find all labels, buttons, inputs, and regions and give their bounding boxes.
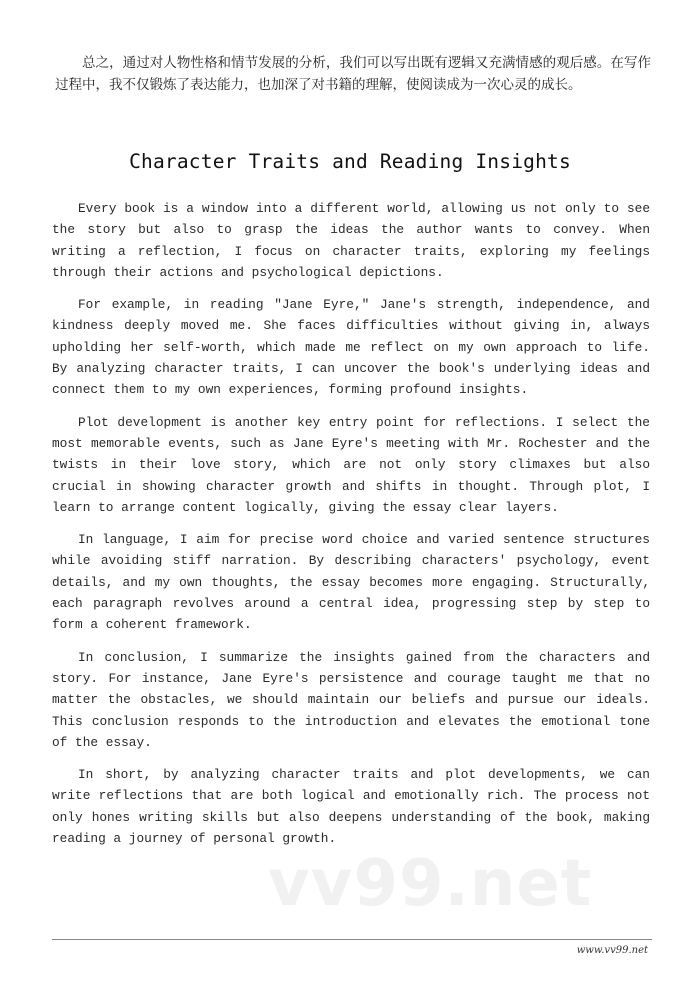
body-paragraph: Every book is a window into a different world, allowing us not only to see the story but also to grasp the ideas the author wants to convey. When writing a reflection, I focus on character traits, exploring my feelings through their actions and psychological depictions. [52, 201, 650, 280]
watermark: vv99.net [268, 847, 593, 921]
article-body [52, 198, 650, 860]
body-paragraph: In language, I aim for precise word choice and varied sentence structures while avoiding stiff narration. By describing characters' psychology, event details, and my own thoughts, the essay becomes more engaging. Structurally, each paragraph revolves around a central idea, progressing step by step to form a coherent framework. [52, 532, 650, 633]
footer-url: www.vv99.net [576, 945, 648, 956]
footer-divider [52, 939, 652, 940]
chinese-intro-paragraph: 总之，通过对人物性格和情节发展的分析，我们可以写出既有逻辑又充满情感的观后感。在写作过程中，我不仅锻炼了表达能力，也加深了对书籍的理解，使阅读成为一次心灵的成长。 [55, 55, 651, 93]
body-paragraph: In short, by analyzing character traits and plot developments, we can write reflections that are both logical and emotionally rich. The process not only hones writing skills but also deepens understanding of the book, making reading a journey of personal growth. [52, 767, 650, 847]
body-paragraph: Plot development is another key entry point for reflections. I select the most memorable events, such as Jane Eyre's meeting with Mr. Rochester and the twists in their love story, which are not only story climaxes but also crucial in showing character growth and shifts in thought. Through plot, I learn to arrange content logically, giving the essay clear layers. [52, 414, 650, 515]
page-title: Character Traits and Reading Insights [129, 150, 571, 173]
body-paragraph: For example, in reading "Jane Eyre," Jane's strength, independence, and kindness deeply moved me. She faces difficulties without giving in, always upholding her self-worth, which made me reflect on my own approach to life. By analyzing character traits, I can uncover the book's underlying ideas and connect them to my own experiences, forming profound insights. [52, 297, 650, 398]
body-paragraph: In conclusion, I summarize the insights gained from the characters and story. For instance, Jane Eyre's persistence and courage taught me that no matter the obstacles, we should maintain our beliefs and pursue our ideals. This conclusion responds to the introduction and elevates the emotional tone of the essay. [52, 649, 650, 750]
